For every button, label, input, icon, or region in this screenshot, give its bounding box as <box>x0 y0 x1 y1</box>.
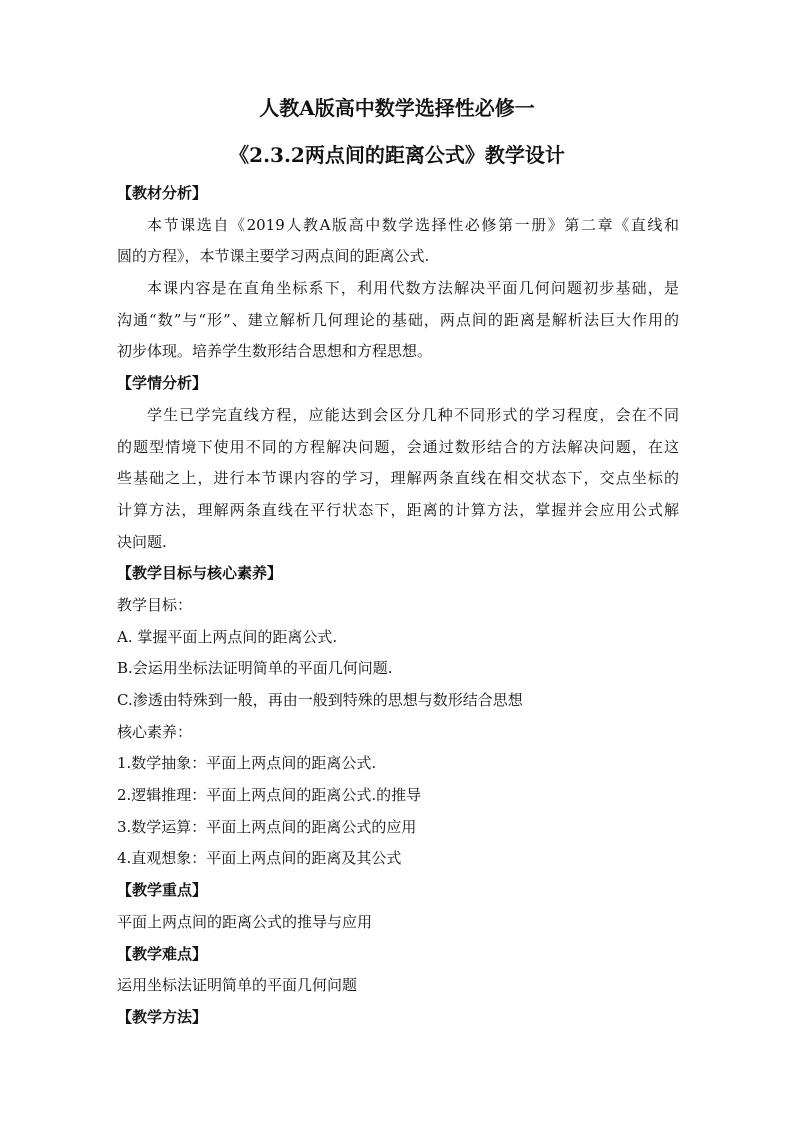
section-heading-student-analysis: 【学情分析】 <box>117 374 208 393</box>
paragraph-line: 计算方法，理解两条直线在平行状态下，距离的计算方法，掌握并会应用公式解 <box>117 500 679 519</box>
document-body <box>117 178 679 1034</box>
document-title-line1: 人教A版高中数学选择性必修一 <box>259 96 535 120</box>
core-literacy-item: 1.数学抽象：平面上两点间的距离公式. <box>117 754 377 773</box>
document-title-line2: 《2.3.2两点间的距离公式》教学设计 <box>229 143 565 167</box>
core-literacy-item: 2.逻辑推理：平面上两点间的距离公式.的推导 <box>117 786 422 805</box>
goal-item: A. 掌握平面上两点间的距离公式. <box>117 627 338 646</box>
core-literacy-item: 4.直观想象：平面上两点间的距离及其公式 <box>117 849 402 868</box>
paragraph-line: 决问题. <box>117 532 167 551</box>
paragraph-line: 学生已学完直线方程，应能达到会区分几种不同形式的学习程度，会在不同 <box>147 405 679 424</box>
core-literacy-label: 核心素养： <box>117 722 193 741</box>
section-heading-methods: 【教学方法】 <box>117 1007 208 1026</box>
paragraph-line: 些基础之上，进行本节课内容的学习，理解两条直线在相交状态下，交点坐标的 <box>117 469 679 488</box>
section-heading-key-points: 【教学重点】 <box>117 881 208 900</box>
difficulties-text: 运用坐标法证明简单的平面几何问题 <box>117 976 358 995</box>
goal-item: B.会运用坐标法证明简单的平面几何问题. <box>117 659 393 678</box>
core-literacy-item: 3.数学运算：平面上两点间的距离公式的应用 <box>117 817 417 836</box>
goal-item: C.渗透由特殊到一般，再由一般到特殊的思想与数形结合思想 <box>117 691 523 709</box>
paragraph-line: 本课内容是在直角坐标系下，利用代数方法解决平面几何问题初步基础，是 <box>147 279 679 298</box>
section-heading-difficulties: 【教学难点】 <box>117 944 208 963</box>
section-heading-goals: 【教学目标与核心素养】 <box>117 564 283 583</box>
paragraph-line: 圆的方程》，本节课主要学习两点间的距离公式. <box>117 247 430 266</box>
key-points-text: 平面上两点间的距离公式的推导与应用 <box>117 912 373 931</box>
goals-label: 教学目标： <box>117 595 193 614</box>
paragraph-line: 初步体现。培养学生数形结合思想和方程思想。 <box>117 342 433 361</box>
paragraph-line: 沟通“数”与“形”、建立解析几何理论的基础，两点间的距离是解析法巨大作用的 <box>117 310 679 329</box>
paragraph-line: 的题型情境下使用不同的方程解决问题，会通过数形结合的方法解决问题，在这 <box>117 437 679 456</box>
section-heading-textbook-analysis: 【教材分析】 <box>117 184 208 202</box>
paragraph-line: 本节课选自《2019人教A版高中数学选择性必修第一册》第二章《直线和 <box>147 215 679 234</box>
